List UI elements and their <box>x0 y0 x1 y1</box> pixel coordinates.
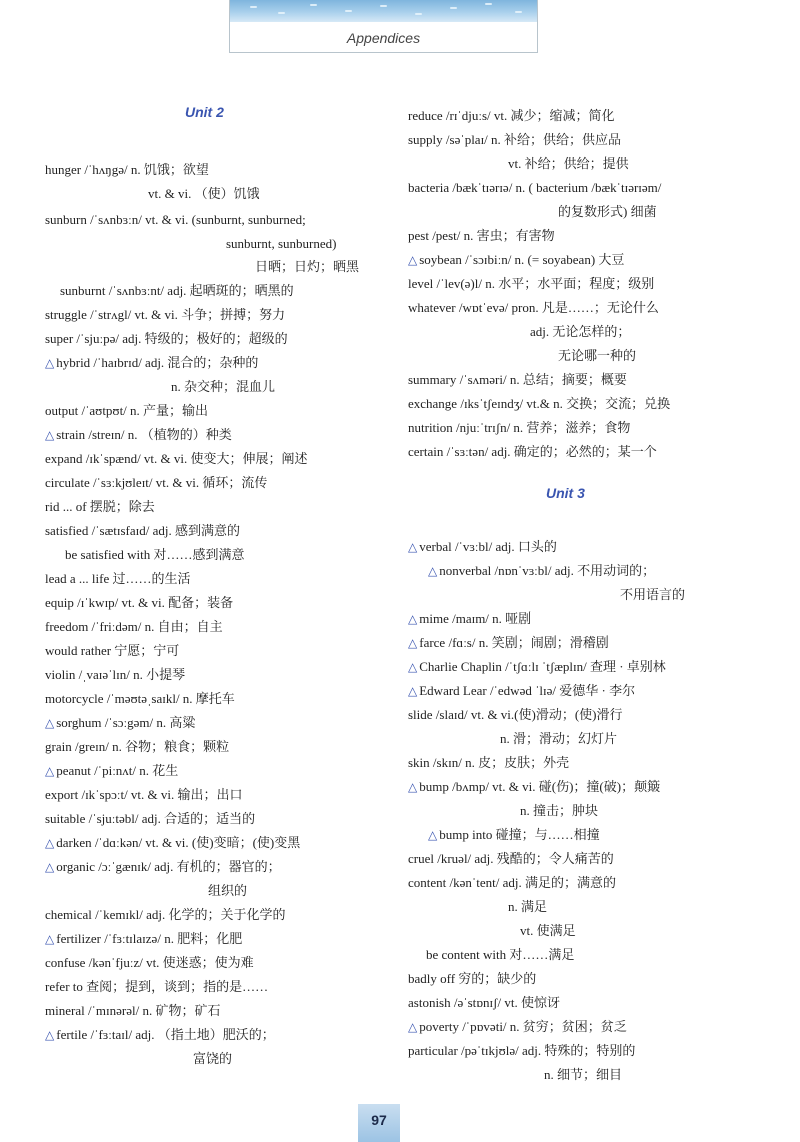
vocab-entry <box>45 955 254 970</box>
vocab-entry <box>148 186 260 201</box>
vocab-entry <box>408 276 654 291</box>
vocab-entry <box>45 763 178 779</box>
page-number: 97 <box>371 1112 387 1128</box>
vocab-entry-text: refer to 查阅；提到，谈到；指的是…… <box>45 979 269 994</box>
vocab-entry <box>45 739 229 754</box>
vocab-entry <box>60 283 294 298</box>
vocab-entry-text: farce /fɑːs/ n. 笑剧；闹剧；滑稽剧 <box>419 635 609 650</box>
vocab-entry <box>428 563 655 579</box>
vocab-entry <box>45 571 191 586</box>
vocab-entry <box>45 403 208 418</box>
vocab-entry-text: 日晒；日灼；晒黑 <box>255 259 360 274</box>
vocab-entry-text: whatever /wɒtˈevə/ pron. 凡是……；无论什么 <box>408 300 659 315</box>
unit-3-heading: Unit 3 <box>546 485 585 501</box>
vocab-entry-text: chemical /ˈkemɪkl/ adj. 化学的；关于化学的 <box>45 907 286 922</box>
vocab-entry-text: 组织的 <box>208 883 248 898</box>
vocab-entry-text: output /ˈaʊtpʊt/ n. 产量；输出 <box>45 403 209 418</box>
vocab-entry <box>45 715 195 731</box>
triangle-marker-icon: △ <box>408 636 418 650</box>
vocab-entry-text: mime /maɪm/ n. 哑剧 <box>419 611 532 626</box>
vocab-entry-text: grain /greɪn/ n. 谷物；粮食；颗粒 <box>45 739 230 754</box>
vocab-entry <box>408 228 555 243</box>
vocab-entry <box>45 451 308 466</box>
vocab-entry <box>45 1003 220 1018</box>
vocab-entry-text: reduce /rɪˈdjuːs/ vt. 减少；缩减；简化 <box>408 108 615 123</box>
vocab-entry-text: n. 滑；滑动；幻灯片 <box>500 731 618 746</box>
vocab-entry <box>171 379 275 394</box>
vocab-entry <box>558 204 657 219</box>
vocab-entry <box>408 396 670 411</box>
vocab-entry <box>45 931 242 947</box>
vocab-entry-text: be satisfied with 对……感到满意 <box>65 547 245 562</box>
vocab-entry <box>426 947 574 962</box>
triangle-marker-icon: △ <box>408 612 418 626</box>
vocab-entry <box>408 132 621 147</box>
vocab-entry <box>45 331 288 346</box>
vocab-entry <box>408 1019 627 1035</box>
vocab-entry <box>255 259 359 274</box>
triangle-marker-icon: △ <box>45 428 55 442</box>
vocab-entry <box>45 212 306 227</box>
vocab-entry-text: lead a ... life 过……的生活 <box>45 571 191 586</box>
vocab-entry <box>45 619 223 634</box>
vocab-entry-text: equip /ɪˈkwɪp/ vt. & vi. 配备；装备 <box>45 595 234 610</box>
triangle-marker-icon: △ <box>428 564 438 578</box>
vocab-entry-text: 无论哪一种的 <box>558 348 637 363</box>
vocab-entry <box>45 787 243 802</box>
triangle-marker-icon: △ <box>45 716 55 730</box>
vocab-entry <box>45 643 179 658</box>
vocab-entry <box>408 683 635 699</box>
vocab-entry-text: astonish /əˈstɒnɪʃ/ vt. 使惊讶 <box>408 995 560 1010</box>
vocab-entry-text: verbal /ˈvɜːbl/ adj. 口头的 <box>419 539 557 554</box>
page-number-tab <box>358 1104 400 1142</box>
vocab-entry-text: rid ... of 摆脱；除去 <box>45 499 155 514</box>
vocab-entry <box>408 300 659 315</box>
vocab-entry <box>193 1051 232 1066</box>
vocab-entry-text: confuse /kənˈfjuːz/ vt. 使迷惑；使为难 <box>45 955 254 970</box>
vocab-entry-text: fertilizer /ˈfɜːtɪlaɪzə/ n. 肥料；化肥 <box>56 931 243 946</box>
vocab-entry <box>408 995 560 1010</box>
vocab-entry-text: strain /streɪn/ n. （植物的）种类 <box>56 427 232 442</box>
vocab-entry-text: pest /pest/ n. 害虫；有害物 <box>408 228 555 243</box>
vocab-entry-text: n. 撞击；肿块 <box>520 803 599 818</box>
vocab-entry-text: mineral /ˈmɪnərəl/ n. 矿物；矿石 <box>45 1003 221 1018</box>
vocab-entry-text: darken /ˈdɑːkən/ vt. & vi. (使)变暗；(使)变黑 <box>56 835 301 850</box>
vocab-entry <box>408 420 630 435</box>
triangle-marker-icon: △ <box>45 1028 55 1042</box>
vocab-entry-text: n. 细节；细目 <box>544 1067 623 1082</box>
vocab-entry <box>45 475 267 490</box>
vocab-entry <box>408 611 531 627</box>
vocab-entry-text: exchange /ɪksˈtʃeɪndʒ/ vt.& n. 交换；交流；兑换 <box>408 396 671 411</box>
triangle-marker-icon: △ <box>428 828 438 842</box>
vocab-entry <box>408 659 666 675</box>
header-sky-banner <box>230 0 537 22</box>
vocab-entry <box>408 180 661 195</box>
vocab-entry-text: supply /səˈplaɪ/ n. 补给；供给；供应品 <box>408 132 622 147</box>
vocab-entry-text: bacteria /bækˈtɪərɪə/ n. ( bacterium /bækˈtɪərɪəm/ <box>408 180 662 195</box>
vocab-entry <box>408 755 569 770</box>
vocab-entry <box>226 236 337 251</box>
vocab-entry-text: export /ɪkˈspɔːt/ vt. & vi. 输出；出口 <box>45 787 243 802</box>
vocab-entry-text: freedom /ˈfriːdəm/ n. 自由；自主 <box>45 619 223 634</box>
vocab-entry <box>65 547 244 562</box>
triangle-marker-icon: △ <box>408 1020 418 1034</box>
vocab-entry-text: summary /ˈsʌməri/ n. 总结；摘要；概要 <box>408 372 627 387</box>
vocab-entry-text: 富饶的 <box>193 1051 233 1066</box>
vocab-entry <box>544 1067 622 1082</box>
vocab-entry <box>530 324 630 339</box>
triangle-marker-icon: △ <box>45 860 55 874</box>
vocab-entry-text: slide /slaɪd/ vt. & vi.(使)滑动；(使)滑行 <box>408 707 623 722</box>
vocab-entry-text: soybean /ˈsɔɪbiːn/ n. (= soyabean) 大豆 <box>419 252 625 267</box>
triangle-marker-icon: △ <box>408 780 418 794</box>
triangle-marker-icon: △ <box>45 764 55 778</box>
vocab-entry <box>408 875 616 890</box>
triangle-marker-icon: △ <box>45 836 55 850</box>
vocab-entry-text: content /kənˈtent/ adj. 满足的；满意的 <box>408 875 616 890</box>
vocab-entry <box>45 667 185 682</box>
vocab-entry-text: cruel /kruəl/ adj. 残酷的；令人痛苦的 <box>408 851 614 866</box>
vocab-entry <box>408 779 660 795</box>
vocab-entry <box>408 635 609 651</box>
vocab-entry <box>520 803 598 818</box>
vocab-entry <box>408 372 627 387</box>
vocab-entry <box>408 252 624 268</box>
vocab-entry-text: expand /ɪkˈspænd/ vt. & vi. 使变大；伸展；阐述 <box>45 451 308 466</box>
vocab-entry <box>45 523 240 538</box>
vocab-entry-text: struggle /ˈstrʌgl/ vt. & vi. 斗争；拼搏；努力 <box>45 307 286 322</box>
triangle-marker-icon: △ <box>45 932 55 946</box>
vocab-entry-text: vt. 使满足 <box>520 923 576 938</box>
vocab-entry <box>45 355 258 371</box>
vocab-entry-text: nutrition /njuːˈtrɪʃn/ n. 营养；滋养；食物 <box>408 420 631 435</box>
vocab-entry-text: circulate /ˈsɜːkjʊleɪt/ vt. & vi. 循环；流传 <box>45 475 268 490</box>
vocab-entry-text: nonverbal /nɒnˈvɜːbl/ adj. 不用动词的； <box>439 563 656 578</box>
triangle-marker-icon: △ <box>45 356 55 370</box>
vocab-entry-text: sorghum /ˈsɔːgəm/ n. 高粱 <box>56 715 196 730</box>
vocab-entry <box>620 587 685 602</box>
vocab-entry <box>208 883 247 898</box>
vocab-entry-text: sunburn /ˈsʌnbɜːn/ vt. & vi. (sunburnt, sunburned; <box>45 212 306 227</box>
vocab-entry-text: would rather 宁愿；宁可 <box>45 643 180 658</box>
vocab-entry-text: particular /pəˈtɪkjʊlə/ adj. 特殊的；特别的 <box>408 1043 636 1058</box>
vocab-entry-text: suitable /ˈsjuːtəbl/ adj. 合适的；适当的 <box>45 811 256 826</box>
vocab-entry <box>45 595 233 610</box>
triangle-marker-icon: △ <box>408 660 418 674</box>
triangle-marker-icon: △ <box>408 540 418 554</box>
vocab-entry-text: bump /bʌmp/ vt. & vi. 碰(伤)；撞(破)；颠簸 <box>419 779 661 794</box>
vocab-entry <box>408 971 536 986</box>
header-tab <box>229 0 538 53</box>
triangle-marker-icon: △ <box>408 253 418 267</box>
vocab-entry <box>45 811 255 826</box>
triangle-marker-icon: △ <box>408 684 418 698</box>
vocab-entry <box>45 859 281 875</box>
vocab-entry-text: super /ˈsjuːpə/ adj. 特级的；极好的；超级的 <box>45 331 288 346</box>
vocab-entry <box>408 707 622 722</box>
vocab-entry <box>520 923 576 938</box>
header-title: Appendices <box>346 30 421 46</box>
vocab-entry <box>428 827 600 843</box>
vocab-entry <box>45 835 300 851</box>
vocab-entry-text: organic /ɔːˈgænɪk/ adj. 有机的；器官的； <box>56 859 281 874</box>
vocab-entry-text: be content with 对……满足 <box>426 947 575 962</box>
vocab-entry <box>45 691 235 706</box>
vocab-entry-text: peanut /ˈpiːnʌt/ n. 花生 <box>56 763 179 778</box>
vocab-entry-text: Edward Lear /ˈedwəd ˈlɪə/ 爱德华 · 李尔 <box>419 683 636 698</box>
vocab-entry <box>45 499 155 514</box>
vocab-entry-text: violin /ˌvaɪəˈlɪn/ n. 小提琴 <box>45 667 186 682</box>
vocab-entry-text: motorcycle /ˈməʊtəˌsaɪkl/ n. 摩托车 <box>45 691 235 706</box>
vocab-entry-text: fertile /ˈfɜːtaɪl/ adj. （指土地）肥沃的； <box>56 1027 275 1042</box>
vocab-entry <box>408 851 614 866</box>
vocab-entry <box>45 162 209 177</box>
vocab-entry-text: n. 杂交种；混血儿 <box>171 379 276 394</box>
vocab-entry-text: level /ˈlev(ə)l/ n. 水平；水平面；程度；级别 <box>408 276 655 291</box>
vocab-entry <box>408 539 557 555</box>
vocab-entry <box>500 731 617 746</box>
vocab-entry-text: adj. 无论怎样的； <box>530 324 631 339</box>
vocab-entry-text: badly off 穷的；缺少的 <box>408 971 537 986</box>
vocab-entry-text: satisfied /ˈsætɪsfaɪd/ adj. 感到满意的 <box>45 523 240 538</box>
vocab-entry <box>45 907 285 922</box>
vocab-entry-text: hybrid /ˈhaɪbrɪd/ adj. 混合的；杂种的 <box>56 355 259 370</box>
vocab-entry <box>408 444 657 459</box>
unit-2-heading: Unit 2 <box>185 104 224 120</box>
vocab-entry <box>408 1043 635 1058</box>
vocab-entry <box>45 1027 275 1043</box>
vocab-entry <box>558 348 636 363</box>
vocab-entry-text: bump into 碰撞；与……相撞 <box>439 827 600 842</box>
vocab-entry-text: sunburnt /ˈsʌnbɜːnt/ adj. 起晒斑的；晒黑的 <box>60 283 294 298</box>
vocab-entry-text: poverty /ˈpɒvəti/ n. 贫穷；贫困；贫乏 <box>419 1019 627 1034</box>
vocab-entry-text: vt. 补给；供给；提供 <box>508 156 629 171</box>
vocab-entry <box>508 156 629 171</box>
vocab-entry-text: vt. & vi. （使）饥饿 <box>148 186 260 201</box>
vocab-entry <box>45 979 268 994</box>
vocab-entry <box>45 307 285 322</box>
vocab-entry-text: skin /skɪn/ n. 皮；皮肤；外壳 <box>408 755 570 770</box>
vocab-entry-text: 的复数形式) 细菌 <box>558 204 657 219</box>
vocab-entry-text: n. 满足 <box>508 899 548 914</box>
vocab-entry-text: 不用语言的 <box>620 587 686 602</box>
vocab-entry-text: Charlie Chaplin /ˈtʃɑːlɪ ˈtʃæplɪn/ 查理 · 卓别林 <box>419 659 666 674</box>
vocab-entry-text: hunger /ˈhʌŋgə/ n. 饥饿；欲望 <box>45 162 209 177</box>
vocab-entry-text: sunburnt, sunburned) <box>226 236 337 251</box>
vocab-entry <box>508 899 547 914</box>
vocab-entry <box>408 108 615 123</box>
vocab-entry-text: certain /ˈsɜːtən/ adj. 确定的；必然的；某一个 <box>408 444 657 459</box>
vocab-entry <box>45 427 232 443</box>
